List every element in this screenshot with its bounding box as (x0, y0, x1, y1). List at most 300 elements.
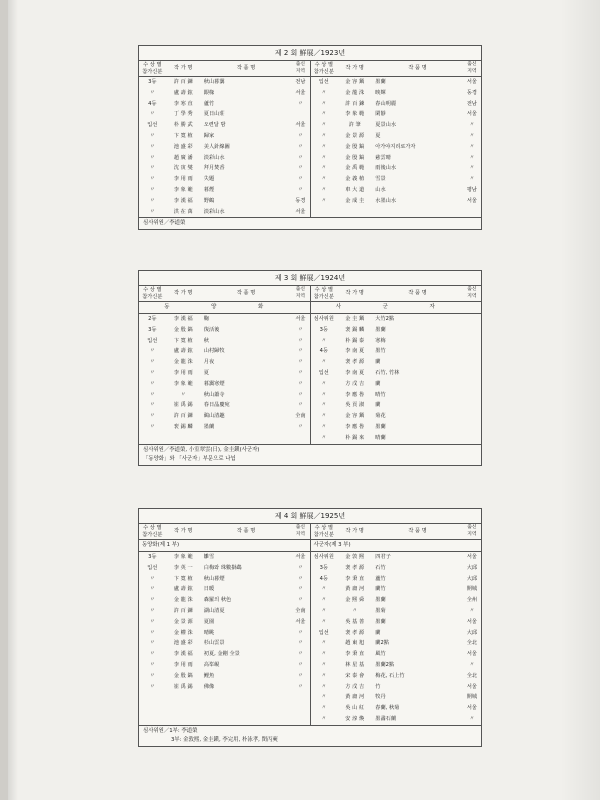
artist-cell: 金 龍 洙 (173, 359, 193, 366)
award-cell: 〃 (321, 132, 327, 139)
artist-header: 작 가 명 (166, 286, 201, 302)
region-cell: 〃 (297, 369, 304, 376)
award-cell: 〃 (321, 586, 327, 593)
exhibition-4-notes (139, 725, 481, 746)
award-cell: 〃 (149, 423, 155, 430)
table-row (139, 638, 310, 649)
artist-cell: 金 禹 範 (345, 165, 365, 172)
section-label: 동 양 화 (139, 302, 310, 314)
exhibition-2-left-column (139, 61, 311, 217)
artist-cell: 盧 壽 鉉 (173, 89, 193, 96)
work-cell: 銀椽 (203, 89, 215, 96)
artist-cell: 車 大 道 (345, 186, 365, 193)
artist-cell: 許 筆 (348, 122, 361, 129)
award-cell: 〃 (149, 607, 155, 614)
award-cell: 4등 (148, 100, 157, 107)
work-cell: 寒梅 (375, 337, 386, 344)
table-row (139, 563, 310, 574)
work-header: 작 품 명 (201, 524, 292, 540)
award-cell: 4등 (319, 348, 328, 355)
table-row (311, 563, 482, 574)
award-cell: 〃 (149, 597, 155, 604)
work-cell (201, 703, 292, 714)
table-row (311, 163, 482, 174)
artist-cell: 盧 壽 鉉 (173, 348, 193, 355)
award-cell: 〃 (321, 413, 327, 420)
region-cell: 서울 (466, 111, 477, 118)
award-cell: 2등 (148, 316, 157, 322)
award-cell: 〃 (149, 111, 155, 118)
artist-cell: 吳 山 紅 (345, 705, 365, 712)
work-cell: 四君子 (375, 554, 391, 560)
exhibition-2-right-column (311, 61, 482, 217)
table-row (311, 411, 482, 422)
artist-cell: 安 淳 煥 (345, 715, 365, 722)
artist-cell: 洪 在 萬 (173, 208, 193, 215)
table-row (139, 207, 310, 218)
award-cell: 〃 (321, 337, 327, 344)
region-cell: 大邱 (466, 575, 478, 582)
region-header: 출신 지역 (291, 61, 309, 77)
work-cell: 아가야지리로가자 (375, 143, 416, 150)
award-cell: 〃 (149, 402, 155, 409)
artist-cell: 宋 泰 會 (345, 672, 365, 679)
region-cell: 서울 (295, 554, 306, 560)
award-cell: 〃 (321, 434, 327, 441)
table-row (139, 314, 310, 325)
work-cell: 竹 (375, 683, 381, 690)
artist-cell: 金 成 圭 (345, 197, 365, 204)
artist-header: 작 가 명 (337, 61, 372, 77)
artist-cell: 李 應 魯 (345, 423, 365, 430)
award-cell: 〃 (149, 575, 155, 582)
artist-cell: 裵 孝 源 (345, 359, 365, 366)
region-cell: 全南 (295, 413, 306, 420)
region-cell: 〃 (297, 683, 304, 690)
table-row (311, 325, 482, 336)
table-row (311, 638, 482, 649)
region-cell (291, 703, 309, 714)
award-cell: 〃 (321, 715, 327, 722)
region-cell: 開城 (466, 694, 478, 701)
table-row (139, 368, 310, 379)
work-cell: 蘭 (375, 629, 381, 636)
exhibition-3-right-column (311, 286, 482, 444)
table-row (139, 163, 310, 174)
table-row (311, 99, 482, 110)
exhibition-4-left-column (139, 524, 311, 725)
work-cell: 暮煙 (203, 186, 215, 193)
work-cell: 白梅와 珠數掛鵡 (203, 564, 242, 571)
exhibition-2-title: 제 2 회 鮮展／1923년 (139, 46, 481, 61)
work-header: 작 품 명 (372, 61, 463, 77)
table-row (139, 131, 310, 142)
artist-cell: 李 漢 福 (173, 197, 193, 204)
work-header: 작 품 명 (372, 286, 463, 302)
table-row (311, 617, 482, 628)
award-cell: 〃 (149, 154, 155, 161)
award-cell: 〃 (149, 629, 155, 636)
artist-cell: 許 百 鍊 (345, 100, 365, 107)
work-cell: 晴蘭 (375, 434, 386, 441)
region-cell: 서울 (466, 705, 477, 712)
region-cell: 〃 (297, 380, 304, 387)
artist-cell: 李 應 魯 (345, 391, 365, 398)
work-cell: 水墨山水 (375, 197, 397, 204)
work-cell: 鞠 (203, 316, 209, 322)
award-cell: 〃 (321, 176, 327, 183)
exhibition-3-division-note: 「동양화」와 「사군자」부문으로 나뉨 (143, 455, 236, 462)
work-cell: 大竹2點 (375, 316, 395, 322)
region-cell: 〃 (469, 176, 475, 183)
artist-cell: 方 戊 吉 (345, 380, 365, 387)
artist-cell: 裵 錫 麟 (345, 326, 365, 333)
table-row (139, 660, 310, 671)
region-cell (463, 379, 481, 390)
header-row (311, 61, 482, 77)
work-cell: 失題 (203, 176, 215, 183)
artist-cell: 金 義 植 (345, 176, 365, 183)
work-cell: 秋山蕭寺 (203, 391, 225, 398)
work-cell: 夏 (375, 132, 381, 139)
work-cell: 淡彩山水 (203, 154, 225, 161)
region-cell: 〃 (297, 132, 304, 139)
table-row (311, 153, 482, 164)
region-cell: 서울 (295, 89, 306, 96)
table-row (139, 174, 310, 185)
table-row (139, 120, 310, 131)
artist-cell: 李 用 雨 (173, 176, 193, 183)
table-row (139, 77, 310, 88)
artist-cell: 朴 錫 泰 (345, 337, 365, 344)
table-row (311, 703, 482, 714)
work-cell: 月夜 (203, 359, 215, 366)
region-cell: 全南 (295, 607, 306, 614)
award-cell: 〃 (149, 391, 155, 398)
table-row (139, 682, 310, 693)
table-row (311, 422, 482, 433)
table-row (311, 606, 482, 617)
table-row (311, 595, 482, 606)
award-cell: 〃 (321, 651, 327, 658)
award-cell: 3등 (148, 554, 157, 560)
table-row (311, 671, 482, 682)
work-cell (372, 207, 463, 218)
award-cell: 심사위원 (313, 316, 334, 322)
region-cell: 大邱 (466, 629, 478, 636)
work-header: 작 품 명 (372, 524, 463, 540)
work-cell: 高峯峴 (203, 661, 220, 668)
artist-cell: 李 秉 直 (345, 651, 365, 658)
work-cell: 夏 (203, 369, 209, 376)
artist-header: 작 가 명 (337, 286, 372, 302)
work-cell: 墨畵石蘭 (375, 715, 397, 722)
table-row (139, 88, 310, 99)
header-row (311, 524, 482, 540)
artist-cell: 丁 學 秀 (173, 111, 193, 118)
artist-cell: 林 星 基 (345, 661, 365, 668)
work-cell: 淡彩山水 (203, 208, 225, 215)
artist-cell: 李 南 夏 (345, 369, 365, 376)
award-cell: 〃 (321, 197, 327, 204)
region-cell: 全北 (466, 672, 478, 679)
region-cell: 〃 (297, 651, 304, 658)
artist-cell: 金 圭 鎭 (345, 316, 365, 322)
table-row (311, 346, 482, 357)
region-cell: 〃 (297, 154, 304, 161)
award-cell: 〃 (321, 122, 327, 129)
work-cell: 오련달 밤 (203, 122, 226, 129)
table-row (139, 390, 310, 401)
table-row (311, 336, 482, 347)
work-cell: 拜月焚香 (203, 165, 225, 172)
table-row (139, 649, 310, 660)
artist-cell: 李 象 範 (345, 111, 365, 118)
region-cell: 〃 (297, 564, 304, 571)
table-row (139, 433, 310, 444)
region-cell (463, 368, 481, 379)
table-row (311, 552, 482, 563)
award-cell: 〃 (149, 359, 155, 366)
region-cell: 서울 (466, 79, 477, 85)
award-cell: 입선 (318, 629, 329, 636)
table-row (311, 682, 482, 693)
table-row (139, 422, 310, 433)
table-row (139, 336, 310, 347)
region-cell: 〃 (297, 326, 304, 333)
award-cell: 입선 (147, 122, 158, 129)
region-cell: 〃 (469, 661, 475, 668)
work-cell: 鷄山清趣 (203, 413, 225, 420)
table-row (139, 325, 310, 336)
award-cell: 〃 (149, 380, 155, 387)
work-cell: 晴竹 (375, 391, 386, 398)
exhibition-4-right-column (311, 524, 482, 725)
region-cell: 〃 (297, 575, 304, 582)
artist-cell: 李 漢 福 (173, 316, 193, 322)
award-cell: 3등 (319, 564, 328, 571)
artist-cell: 李 寒 直 (173, 100, 193, 107)
region-cell: 〃 (297, 186, 304, 193)
artist-header: 작 가 명 (337, 524, 372, 540)
table-row (311, 142, 482, 153)
work-cell: 山水 (375, 186, 386, 193)
table-row (139, 584, 310, 595)
artist-cell: 李 象 範 (173, 554, 193, 560)
award-cell: 〃 (149, 143, 155, 150)
artist-cell: 金 殷 鎬 (173, 326, 193, 333)
region-cell: 〃 (297, 348, 304, 355)
region-cell (463, 346, 481, 357)
table-row (139, 142, 310, 153)
award-cell: 〃 (321, 607, 327, 614)
work-cell: 佛像 (203, 683, 215, 690)
award-header: 수 상 별 참가신분 (139, 524, 166, 540)
work-cell: 野鶴 (203, 197, 215, 204)
work-cell (201, 692, 292, 703)
award-cell: 〃 (149, 186, 155, 193)
table-row (311, 131, 482, 142)
region-cell (463, 357, 481, 368)
award-cell: 〃 (149, 413, 155, 420)
region-cell: 동경 (466, 89, 477, 96)
region-cell: 전남 (295, 79, 306, 85)
region-cell: 〃 (297, 100, 304, 107)
award-cell: 〃 (321, 672, 327, 679)
award-cell: 〃 (321, 89, 327, 96)
artist-cell: 金 景 源 (345, 132, 365, 139)
region-cell: 開城 (466, 586, 478, 593)
region-cell: 서울 (295, 618, 306, 625)
work-cell: 蘭2點 (375, 640, 389, 647)
artist-cell: 金 容 鎭 (345, 413, 365, 420)
work-cell: 晴眺 (203, 629, 215, 636)
work-cell: 復活後 (203, 326, 220, 333)
artist-cell: 金 殷 鎬 (345, 143, 365, 150)
region-cell: 〃 (469, 165, 475, 172)
artist-cell: 吳 貢 淑 (345, 402, 365, 409)
award-cell (139, 714, 166, 725)
award-cell: 〃 (149, 672, 155, 679)
artist-cell: 趙 東 旭 (345, 640, 365, 647)
header-row (139, 286, 310, 302)
artist-cell: 裵 孝 源 (345, 564, 365, 571)
table-row (311, 314, 482, 325)
artist-cell: 吳 基 善 (345, 618, 365, 625)
work-cell: 夏日山莊 (203, 111, 225, 118)
work-cell: 美人針線圖 (203, 143, 230, 150)
region-cell (463, 390, 481, 401)
region-cell (463, 336, 481, 347)
region-cell: 〃 (297, 629, 304, 636)
header-row (139, 61, 310, 77)
table-row (139, 196, 310, 207)
table-row (311, 649, 482, 660)
region-cell (463, 433, 481, 444)
table-row (311, 660, 482, 671)
exhibition-3-table (138, 270, 482, 466)
table-row (139, 552, 310, 563)
work-cell: 鯉魚 (203, 672, 215, 679)
artist-cell: 方 戊 吉 (345, 683, 365, 690)
artist-cell (166, 433, 201, 444)
table-row (139, 692, 310, 703)
table-row (311, 174, 482, 185)
region-cell: 〃 (469, 607, 475, 614)
artist-cell: 金 殷 鎬 (345, 154, 365, 161)
region-cell: 〃 (469, 143, 475, 150)
artist-cell: 池 盛 彩 (173, 143, 193, 150)
region-cell (463, 314, 481, 325)
table-row (139, 346, 310, 357)
award-cell: 〃 (321, 618, 327, 625)
work-cell: 蘆竹 (375, 575, 386, 582)
work-cell: 墨蘭 (203, 423, 215, 430)
award-cell: 〃 (321, 661, 327, 668)
region-cell: 〃 (297, 143, 304, 150)
table-row (311, 400, 482, 411)
region-cell (463, 411, 481, 422)
artist-cell (166, 703, 201, 714)
region-header: 출신 지역 (291, 524, 309, 540)
table-row (311, 88, 482, 99)
artist-header: 작 가 명 (166, 61, 201, 77)
section-label: 동양화(제 1 부) (139, 540, 310, 552)
document-page (8, 0, 600, 800)
artist-cell: 〃 (180, 391, 186, 398)
award-cell: 〃 (321, 705, 327, 712)
exhibition-4-title: 제 4 회 鮮展／1925년 (139, 509, 481, 524)
table-row (311, 207, 482, 218)
table-row (311, 185, 482, 196)
region-cell: 서울 (295, 316, 306, 322)
section-label: 사 군 자 (311, 302, 482, 314)
table-row (139, 400, 310, 411)
award-header: 수 상 별 참가신분 (139, 61, 166, 77)
work-cell: 墨竹 (375, 348, 386, 355)
artist-cell: 趙 廣 潘 (173, 154, 193, 161)
award-cell (139, 433, 166, 444)
table-row (311, 714, 482, 725)
region-cell: 〃 (297, 672, 304, 679)
work-cell: 石竹, 竹林 (375, 369, 400, 376)
exhibition-2-judges-note: 심사위원／李道榮 (139, 217, 481, 229)
table-row (139, 617, 310, 628)
work-cell: 墨蘭 (375, 618, 386, 625)
work-cell: 暮靄寒煙 (203, 380, 225, 387)
region-cell: 서울 (466, 554, 477, 560)
award-cell: 4등 (319, 575, 328, 582)
artist-cell: 崔 禹 錫 (173, 683, 193, 690)
work-cell: 夏園 (203, 618, 215, 625)
artist-cell: 許 百 鍊 (173, 413, 193, 420)
region-cell: 서울 (295, 122, 306, 129)
work-cell: 雨後山水 (375, 165, 397, 172)
header-row (139, 524, 310, 540)
artist-cell: 金 景 源 (173, 618, 193, 625)
region-cell (463, 422, 481, 433)
region-cell: 서울 (466, 618, 477, 625)
work-cell: 墨菊 (375, 607, 386, 614)
award-cell: 〃 (321, 143, 327, 150)
table-row (139, 671, 310, 682)
artist-cell: 〃 (352, 607, 358, 614)
award-cell: 입선 (147, 564, 158, 571)
artist-cell: 金 容 鎭 (345, 79, 365, 85)
table-row (139, 628, 310, 639)
region-cell: 〃 (297, 402, 304, 409)
award-header: 수 상 별 참가신분 (311, 524, 338, 540)
work-cell: 春山明麗 (375, 100, 397, 107)
region-cell: 전남 (466, 100, 477, 107)
table-row (311, 109, 482, 120)
region-header: 출신 지역 (463, 524, 481, 540)
artist-cell: 卞 寬 植 (173, 132, 193, 139)
region-cell (463, 400, 481, 411)
award-cell: 〃 (321, 165, 327, 172)
work-cell: 墨蘭2點 (375, 661, 395, 668)
artist-cell: 卞 寬 植 (173, 575, 193, 582)
table-row (139, 574, 310, 585)
artist-cell: 許 百 鍊 (173, 79, 193, 85)
award-cell: 〃 (321, 423, 327, 430)
region-cell: 서울 (466, 651, 477, 658)
work-cell: 秋山暮靄 (203, 79, 225, 85)
work-cell: 歸家 (203, 132, 215, 139)
region-cell (291, 714, 309, 725)
award-cell: 〃 (149, 165, 155, 172)
work-cell: 慈雲晴 (375, 154, 391, 161)
